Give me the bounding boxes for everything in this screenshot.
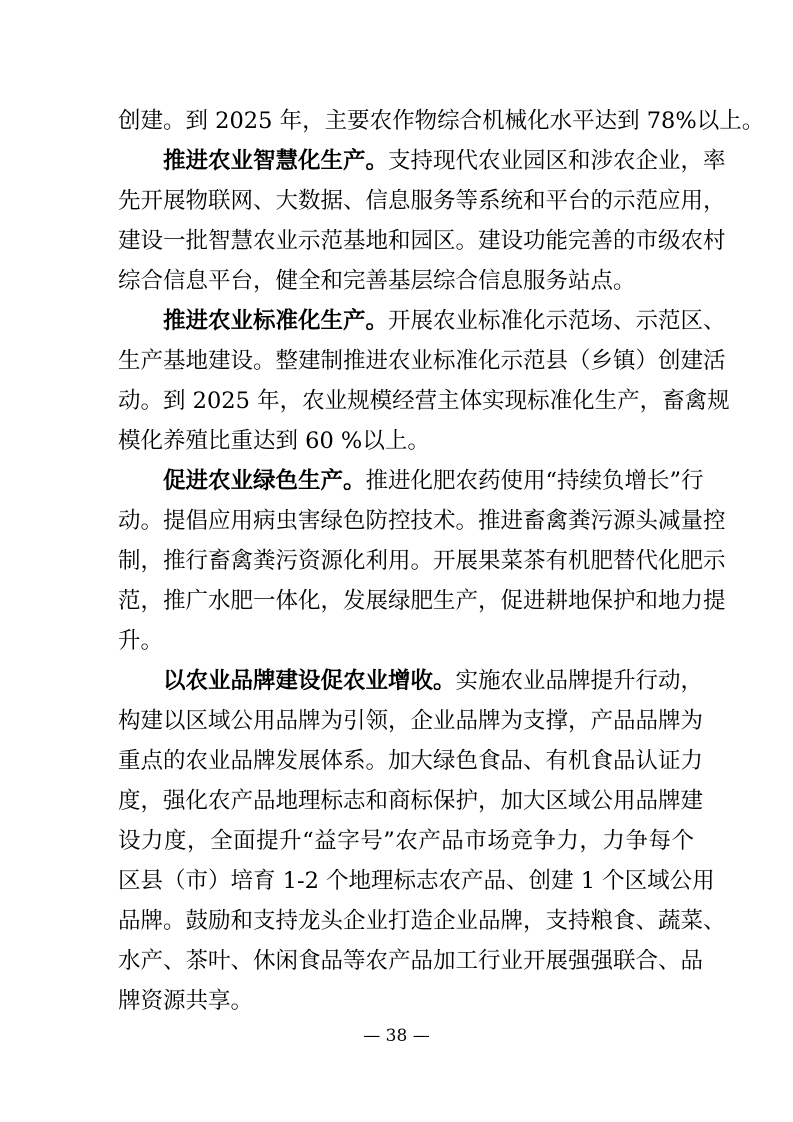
- paragraph-line: 牌资源共享。: [118, 988, 254, 1014]
- paragraph-line: 生产基地建设。整建制推进农业标准化示范县（乡镇）创建活: [118, 348, 726, 374]
- paragraph-line: 度，强化农产品地理标志和商标保护，加大区域公用品牌建: [118, 788, 704, 814]
- paragraph-first-line: [163, 466, 704, 496]
- paragraph-line: 范，推广水肥一体化，发展绿肥生产，促进耕地保护和地力提: [118, 588, 726, 614]
- section-heading: 促进农业绿色生产。: [163, 468, 366, 494]
- paragraph-line: 创建。到 2025 年，主要农作物综合机械化水平达到 78%以上。: [118, 108, 765, 134]
- paragraph-first-line: [163, 666, 704, 696]
- paragraph-line: 综合信息平台，健全和完善基层综合信息服务站点。: [118, 268, 636, 294]
- section-heading: 推进农业标准化生产。: [163, 308, 389, 334]
- paragraph-line: 水产、茶叶、休闲食品等农产品加工行业开展强强联合、品: [118, 948, 704, 974]
- paragraph-line: 制，推行畜禽粪污资源化利用。开展果菜茶有机肥替代化肥示: [118, 548, 726, 574]
- paragraph-first-line: [163, 306, 726, 336]
- paragraph-text: 开展农业标准化示范场、示范区、: [388, 308, 726, 334]
- paragraph-line: 品牌。鼓励和支持龙头企业打造企业品牌，支持粮食、蔬菜、: [118, 908, 726, 934]
- section-heading: 推进农业智慧化生产。: [163, 148, 389, 174]
- paragraph-first-line: [163, 146, 726, 176]
- paragraph-line: 重点的农业品牌发展体系。加大绿色食品、有机食品认证力: [118, 748, 704, 774]
- paragraph-line: 构建以区域公用品牌为引领，企业品牌为支撑，产品品牌为: [118, 708, 704, 734]
- paragraph-line: 建设一批智慧农业示范基地和园区。建设功能完善的市级农村: [118, 228, 726, 254]
- paragraph-text: 推进化肥农药使用“持续负增长”行: [365, 468, 704, 494]
- page-number: — 38 —: [363, 1026, 430, 1046]
- paragraph-text: 支持现代农业园区和涉农企业，率: [388, 148, 726, 174]
- paragraph-line: 动。到 2025 年，农业规模经营主体实现标准化生产，畜禽规: [118, 388, 730, 414]
- section-heading: 以农业品牌建设促农业增收。: [163, 668, 456, 694]
- paragraph-line: 动。提倡应用病虫害绿色防控技术。推进畜禽粪污源头减量控: [118, 508, 726, 534]
- paragraph-line: 先开展物联网、大数据、信息服务等系统和平台的示范应用，: [118, 188, 726, 214]
- paragraph-line: 区县（市）培育 1-2 个地理标志农产品、创建 1 个区域公用: [118, 868, 715, 894]
- paragraph-line: 设力度，全面提升“益字号”农产品市场竞争力，力争每个: [118, 828, 694, 854]
- paragraph-line: 升。: [118, 628, 164, 654]
- paragraph-text: 实施农业品牌提升行动，: [455, 668, 704, 694]
- paragraph-line: 模化养殖比重达到 60 %以上。: [118, 428, 430, 454]
